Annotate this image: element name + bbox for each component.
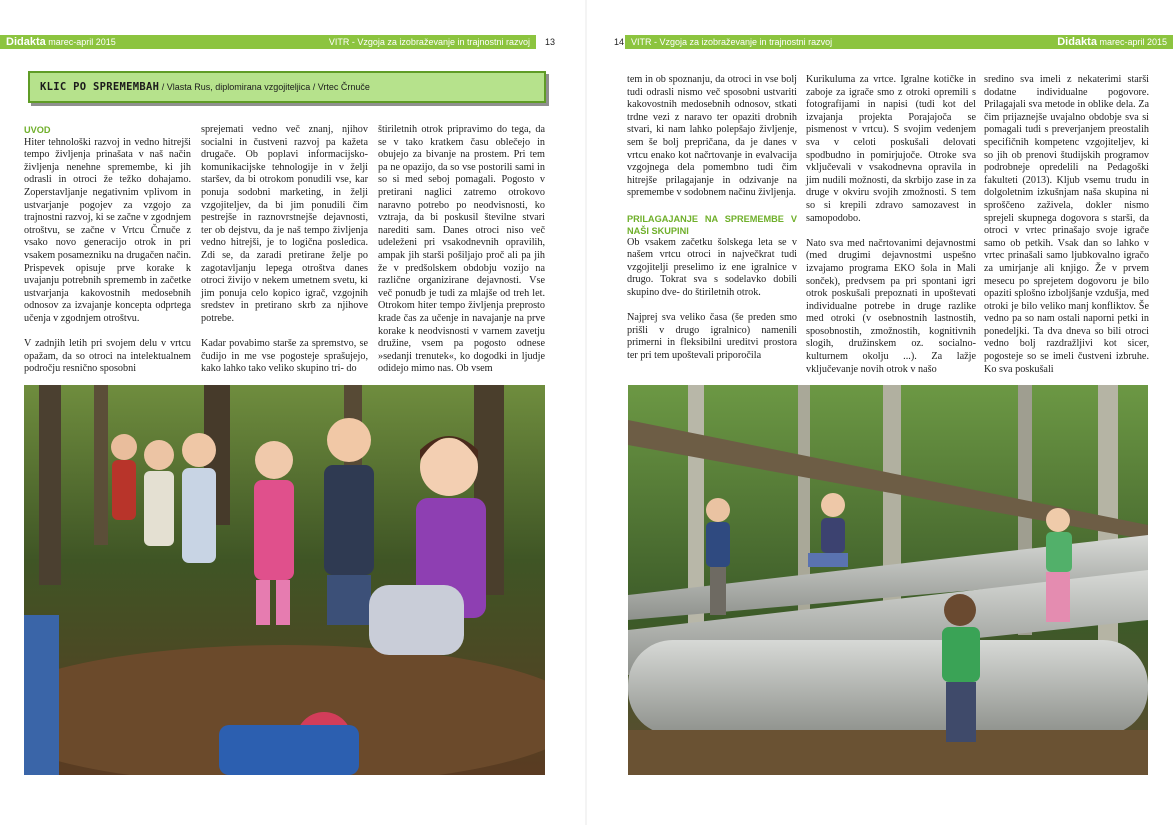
text-column-2 — [806, 74, 976, 376]
issue-date: marec-april 2015 — [1099, 37, 1167, 47]
photo-illustration — [628, 385, 1148, 775]
paragraph: Hiter tehnološki razvoj in vedno hitrejši tempo življenja prinašata v naš način življenja nenehne spremembe, ki jih odrasli in otroci že težko dohajamo. Zoperstavljanje negativnim vplivom in ustvarjanje pogojev za vzgojo za trajnostni razvoj, ki se začne v zgodnjem otroštvu, se začne v Vrtcu Črnuče z vsako novo generacijo otrok in pri vsakem posamezniku na drugačen način. Prispevek opisuje prve korake k uvajanju potrebnih sprememb in začetke ustvarjanja kakovostnih medosebnih odnosov za izvajanje koncepta odprtega učenja v zgodnjem otroštvu. — [24, 136, 191, 324]
magazine-name: Didakta — [6, 36, 46, 48]
section-heading-uvod: UVOD — [24, 125, 51, 135]
photo-children-climbing-logs — [628, 385, 1148, 775]
page-number: 13 — [545, 37, 556, 47]
section-heading-prilagajanje: PRILAGAJANJE NA SPREMEMBE V NAŠI SKUPINI — [627, 213, 797, 236]
section-title: VITR - Vzgoja za izobraževanje in trajnostni razvoj — [631, 37, 833, 47]
paragraph: Nato sva med načrtovanimi dejavnostmi (med drugimi dejavnostmi uspešno izvajamo programa EKO šola in Mali sonček), predvsem pa pri spontani igri otrok poskušali prepoznati in upoštevati individualne potrebe in druge razlike med otroki (v osebnostnih lastnostih, sposobnostih, zmožnostih, kognitivnih slogih, družinskem oz. socialno-kulturnem okolju ...). Za lažje vključevanje novih otrok v našo — [806, 237, 976, 375]
article-byline: / Vlasta Rus, diplomirana vzgojiteljica / Vrtec Črnuče — [159, 82, 370, 92]
text-column-3 — [984, 74, 1149, 376]
paragraph: štiriletnih otrok pripravimo do tega, da se v tako kratkem času oblečejo in obujejo za bivanje na prostem. Pri tem pa ne opazijo, da so vse postorili sami in so si med seboj pomagali. Pogosto v pretirani naglici zatremo otrokovo naravno potrebo po neodvisnosti, ko vztraja, da bi poskusil številne stvari narediti sam. Danes otroci niso več udeleženi pri vsakodnevnih opravilih, ampak jih starši pošiljajo proč ali pa jih že v predšolskem obdobju vozijo na različne organizirane dejavnosti. Vse več ponudb je tudi za mlajše od treh let. Otrokom hiter tempo življenja preprosto krade čas za učenje in navajanje na prve korake k neodvisnosti v varnem zavetju družine, vsem pa pogosto odnese »sedanji trenutek«, ko dogodki in ljudje odidejo mimo nas. Ob vsem — [378, 124, 545, 375]
issue-date: marec-april 2015 — [48, 37, 116, 47]
text-column-1 — [627, 74, 797, 362]
paragraph: Najprej sva veliko časa (še preden smo prišli v drugo igralnico) namenili primerni in fleksibilni ureditvi prostora ter pri tem upoštevali priporočila — [627, 312, 797, 361]
paragraph: tem in ob spoznanju, da otroci in vse bolj tudi odrasli nismo več sposobni ustvariti kakovostnih medosebnih odnosov, stkati trdne vezi z naravo ter opaziti drobnih stvari, ki nam lahko polepšajo življenje, sem še bolj prepričana, da je danes v vrtcu enako kot načrtovanje in evalvacija vzgojnega dela pomembno tudi čim hitrejše prilagajanje in odzivanje na spremembe v sodobnem načinu življenja. — [627, 74, 797, 199]
paragraph: Kurikuluma za vrtce. Igralne kotičke in zaboje za igrače smo z otroki opremili s fotografijami in napisi (tudi kot del izvajanja projekta Porajajoča se pismenost v vrtcu). S svojim vedenjem sva v celoti poskušali delovati spodbudno in pomirjujoče. Otroke sva vključevali v vsakodnevna opravila in jim nudili možnosti, da skrbijo zase in za druge v okviru svojih zmožnosti. S tem so si krepili zdravo samozavest in samopodobo. — [806, 74, 976, 224]
text-column-1 — [24, 124, 191, 376]
paragraph: V zadnjih letih pri svojem delu v vrtcu opažam, da so otroci na intelektualnem področju resnično sposobni — [24, 338, 191, 375]
photo-illustration — [24, 385, 545, 775]
left-running-header — [0, 35, 536, 49]
section-title: VITR - Vzgoja za izobraževanje in trajnostni razvoj — [328, 37, 530, 47]
article-title: KLIC PO SPREMEMBAH — [40, 81, 160, 93]
right-running-header — [625, 35, 1173, 49]
left-page — [0, 0, 586, 825]
photo-children-forest-snack — [24, 385, 545, 775]
paragraph: sprejemati vedno več znanj, njihov socialni in čustveni razvoj pa kažeta drugače. Ob poplavi informacijsko-komunikacijske tehnologije in v želji staršev, da bi otrokom ponudili vse, kar ponuja sodobni marketing, in želji vzgojiteljev, da bi jim ponudili čim pestrejše in raznovrstnejše dejavnosti, ter ob dejstvu, da je naš tempo življenja vedno hitrejši, je to logična posledica. Zdi se, da zaradi pretirane želje po zagotavljanju lepega otroštva danes otroci živijo v nekem umetnem svetu, ki jim ponuja celo kopico igrač, vzgojnih sredstev in pretirano skrb za njihove potrebe. — [201, 124, 368, 324]
magazine-name: Didakta — [1057, 36, 1097, 48]
page-number: 14 — [614, 37, 625, 47]
text-column-2 — [201, 124, 368, 376]
paragraph: Ob vsakem začetku šolskega leta se v našem vrtcu otroci in največkrat tudi vzgojitelji preselimo iz ene igralnice v drugo. Tokrat sva s sodelavko dobili skupino dve- do štiriletnih otrok. — [627, 236, 797, 298]
paragraph: Kadar povabimo starše za spremstvo, se čudijo in me vse pogosteje sprašujejo, kako lahko tako veliko skupino tri- do — [201, 338, 368, 375]
text-column-3 — [378, 124, 545, 376]
paragraph: sredino sva imeli z nekaterimi starši dodatne individualne pogovore. Prilagajali sva metode in oblike dela. Za čim prijaznejše uvajalno obdobje sva si pomagali tudi s preverjanjem preostalih specifičnih kompetenc vzgojiteljev, ki so jih ob prenovi študijskih programov podrobneje opredelili na Pedagoški fakulteti (2013). Kljub vsemu trudu in dolgoletnim izkušnjam naša skupina ni sproščeno zaživela, dokler nismo sprejeli skupnega dogovora s starši, da otroci v vrtec prinašajo svoje igrače samo ob petkih. Vsak dan so lahko v vrtec prinašali samo ljubkovalno igračo za umirjanje ali knjigo. Že v prvem mesecu po sprejetem dogovoru je bilo opaziti splošno izboljšanje vzdušja, med otroki je bilo veliko manj konfliktov. Še vedno pa so nam ostali naporni petki in ponedeljki. Ta dva dneva so bili otroci vedno bolj razdražljivi kot sicer, pogosteje so se imeli čustveni izbruhe. Ko sva poskušali — [984, 74, 1149, 375]
right-page — [587, 0, 1173, 825]
article-banner — [28, 71, 546, 103]
